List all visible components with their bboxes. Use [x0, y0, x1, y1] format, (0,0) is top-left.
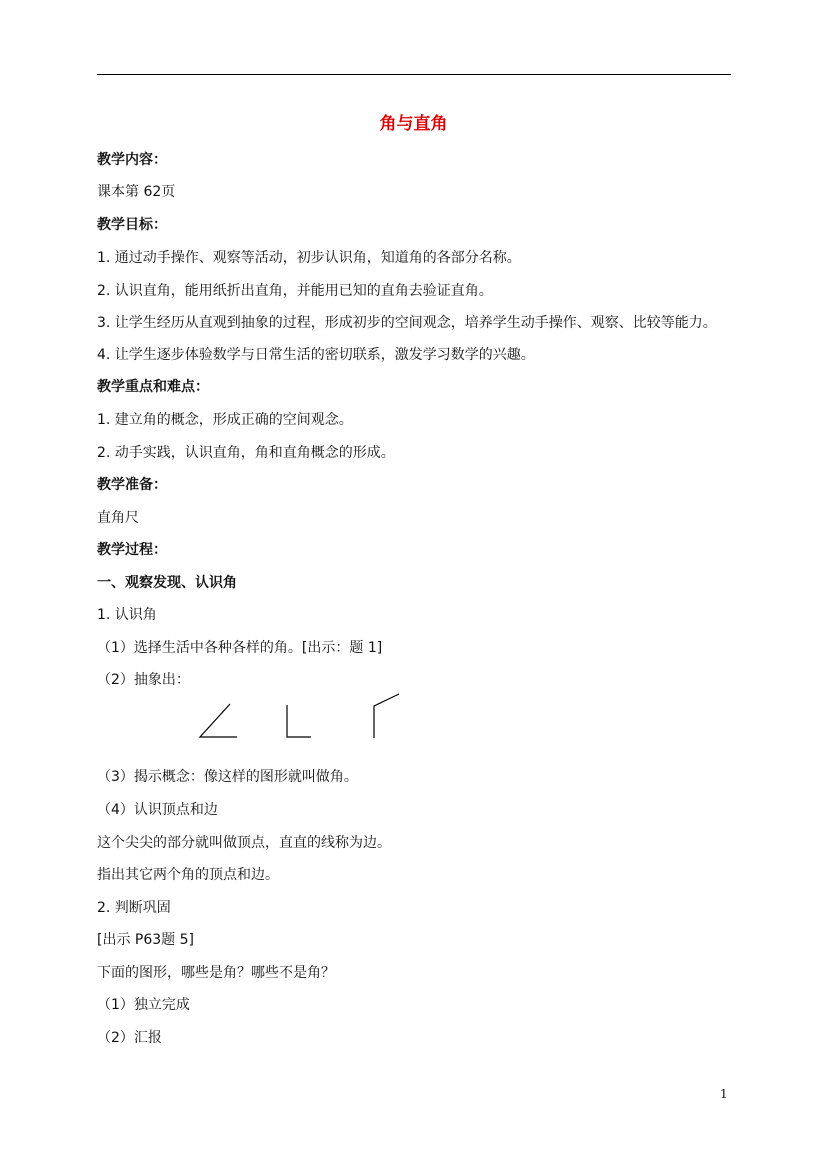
- list-item: 1. 通过动手操作、观察等活动，初步认识角，知道角的各部分名称。: [97, 250, 521, 266]
- paragraph: 这个尖尖的部分就叫做顶点，直直的线称为边。: [97, 835, 391, 851]
- header-rule: [97, 74, 731, 75]
- heading-goals: 教学目标：: [97, 217, 167, 233]
- heading-preparation: 教学准备：: [97, 477, 167, 493]
- list-item: 2. 认识直角，能用纸折出直角，并能用已知的直角去验证直角。: [97, 283, 493, 299]
- list-item: 2. 动手实践，认识直角，角和直角概念的形成。: [97, 445, 395, 461]
- list-item: （2）抽象出：: [97, 672, 190, 688]
- list-item: 1. 认识角: [97, 607, 157, 623]
- angle-figures: [190, 688, 420, 744]
- list-item: （1）选择生活中各种各样的角。[出示：题 1]: [97, 640, 383, 656]
- document-title: 角与直角: [379, 114, 448, 134]
- paragraph: [出示 P63题 5]: [97, 932, 194, 948]
- list-item: （3）揭示概念：像这样的图形就叫做角。: [97, 769, 358, 785]
- heading-key-points: 教学重点和难点：: [97, 379, 209, 395]
- list-item: （1）独立完成: [97, 997, 190, 1013]
- heading-process: 教学过程：: [97, 542, 167, 558]
- list-item: （4）认识顶点和边: [97, 802, 218, 818]
- list-item: 3. 让学生经历从直观到抽象的过程，形成初步的空间观念，培养学生动手操作、观察、比较等能力。: [97, 315, 717, 331]
- list-item: 2. 判断巩固: [97, 900, 171, 916]
- paragraph: 指出其它两个角的顶点和边。: [97, 867, 279, 883]
- list-item: 1. 建立角的概念，形成正确的空间观念。: [97, 412, 353, 428]
- section-heading: 一、观察发现、认识角: [97, 575, 237, 591]
- acute-angle-figure: [200, 704, 237, 737]
- paragraph: 下面的图形，哪些是角？哪些不是角？: [97, 965, 335, 981]
- right-angle-figure: [287, 705, 311, 737]
- obtuse-angle-figure: [374, 694, 399, 738]
- paragraph: 直角尺: [97, 510, 139, 526]
- list-item: 4. 让学生逐步体验数学与日常生活的密切联系，激发学习数学的兴趣。: [97, 347, 535, 363]
- paragraph: 课本第 62页: [97, 184, 176, 200]
- list-item: （2）汇报: [97, 1030, 162, 1046]
- page-number: 1: [720, 1087, 728, 1101]
- heading-content: 教学内容：: [97, 152, 167, 168]
